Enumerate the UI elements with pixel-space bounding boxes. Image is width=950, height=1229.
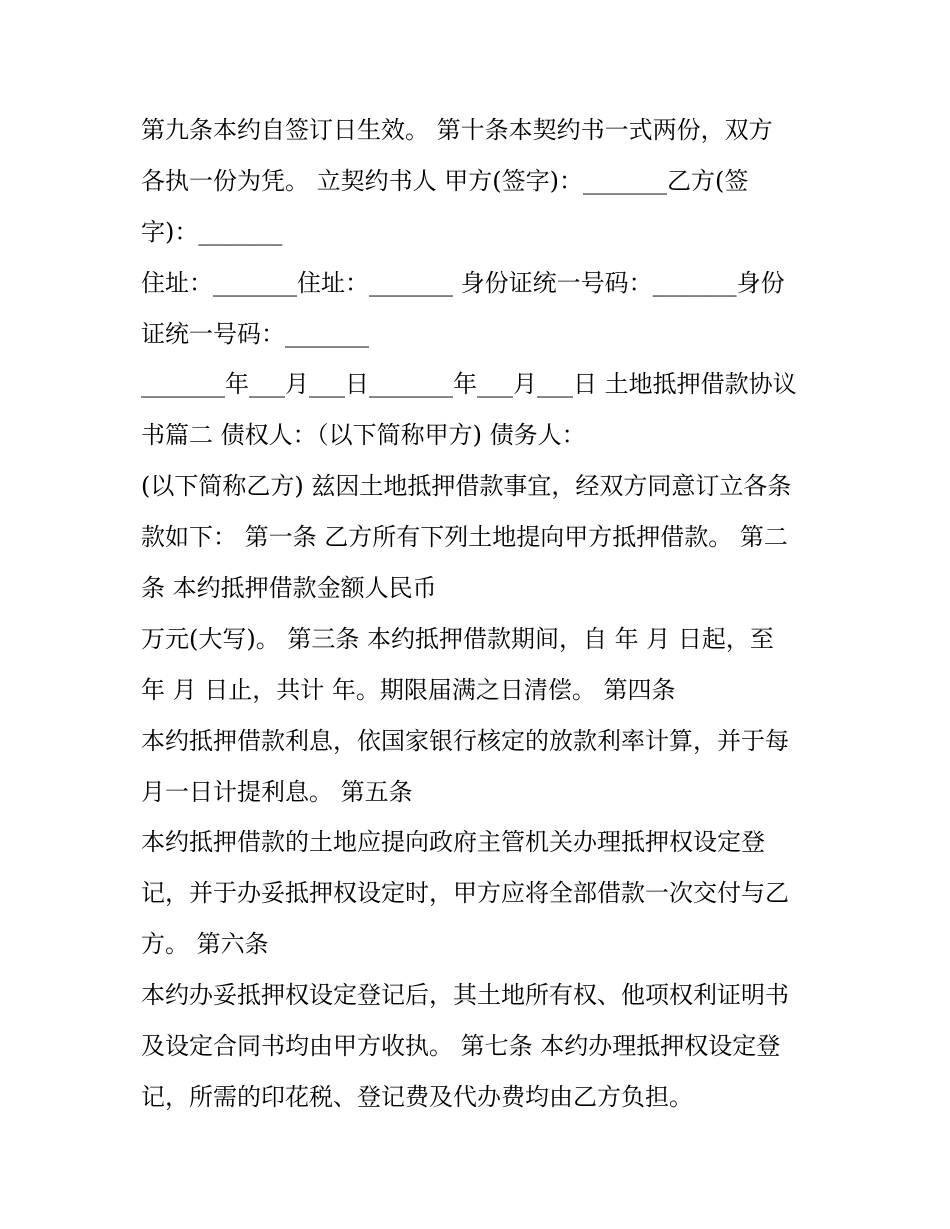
text-line: 记，并于办妥抵押权设定时，甲方应将全部借款一次交付与乙 [141, 879, 789, 908]
text-line: 字)：_______ [141, 217, 283, 246]
text-line: 条 本约抵押借款金额人民币 [141, 574, 437, 603]
text-line: 证统一号码：_______ [141, 319, 369, 348]
text-line: 及设定合同书均由甲方收执。 第七条 本约办理抵押权设定登 [141, 1032, 781, 1061]
text-line: _______年___月___日_______年___月___日 土地抵押借款协议 [141, 370, 797, 399]
text-line: 各执一份为凭。 立契约书人 甲方(签字)：_______乙方(签 [141, 166, 749, 195]
text-line: 第九条本约自签订日生效。 第十条本契约书一式两份，双方 [141, 116, 773, 144]
text-line: 书篇二 债权人：（以下简称甲方) 债务人： [141, 421, 586, 450]
text-line: (以下简称乙方) 兹因土地抵押借款事宜，经双方同意订立各条 [141, 472, 792, 501]
text-line: 方。 第六条 [141, 930, 269, 959]
text-line: 记，所需的印花税、登记费及代办费均由乙方负担。 [141, 1082, 693, 1111]
text-line: 年 月 日止，共计 年。期限届满之日清偿。 第四条 [141, 675, 676, 704]
text-line: 万元(大写)。 第三条 本约抵押借款期间，自 年 月 日起，至 [141, 624, 774, 653]
text-line: 月一日计提利息。 第五条 [141, 777, 413, 806]
text-line: 款如下： 第一条 乙方所有下列土地提向甲方抵押借款。 第二 [141, 523, 788, 552]
text-line: 本约抵押借款的土地应提向政府主管机关办理抵押权设定登 [141, 828, 765, 857]
contract-text [141, 105, 821, 1123]
text-line: 本约办妥抵押权设定登记后，其土地所有权、他项权利证明书 [141, 981, 789, 1010]
text-line: 本约抵押借款利息，依国家银行核定的放款利率计算，并于每 [141, 726, 789, 755]
text-line: 住址：_______住址：_______ 身份证统一号码：_______身份 [141, 268, 785, 297]
